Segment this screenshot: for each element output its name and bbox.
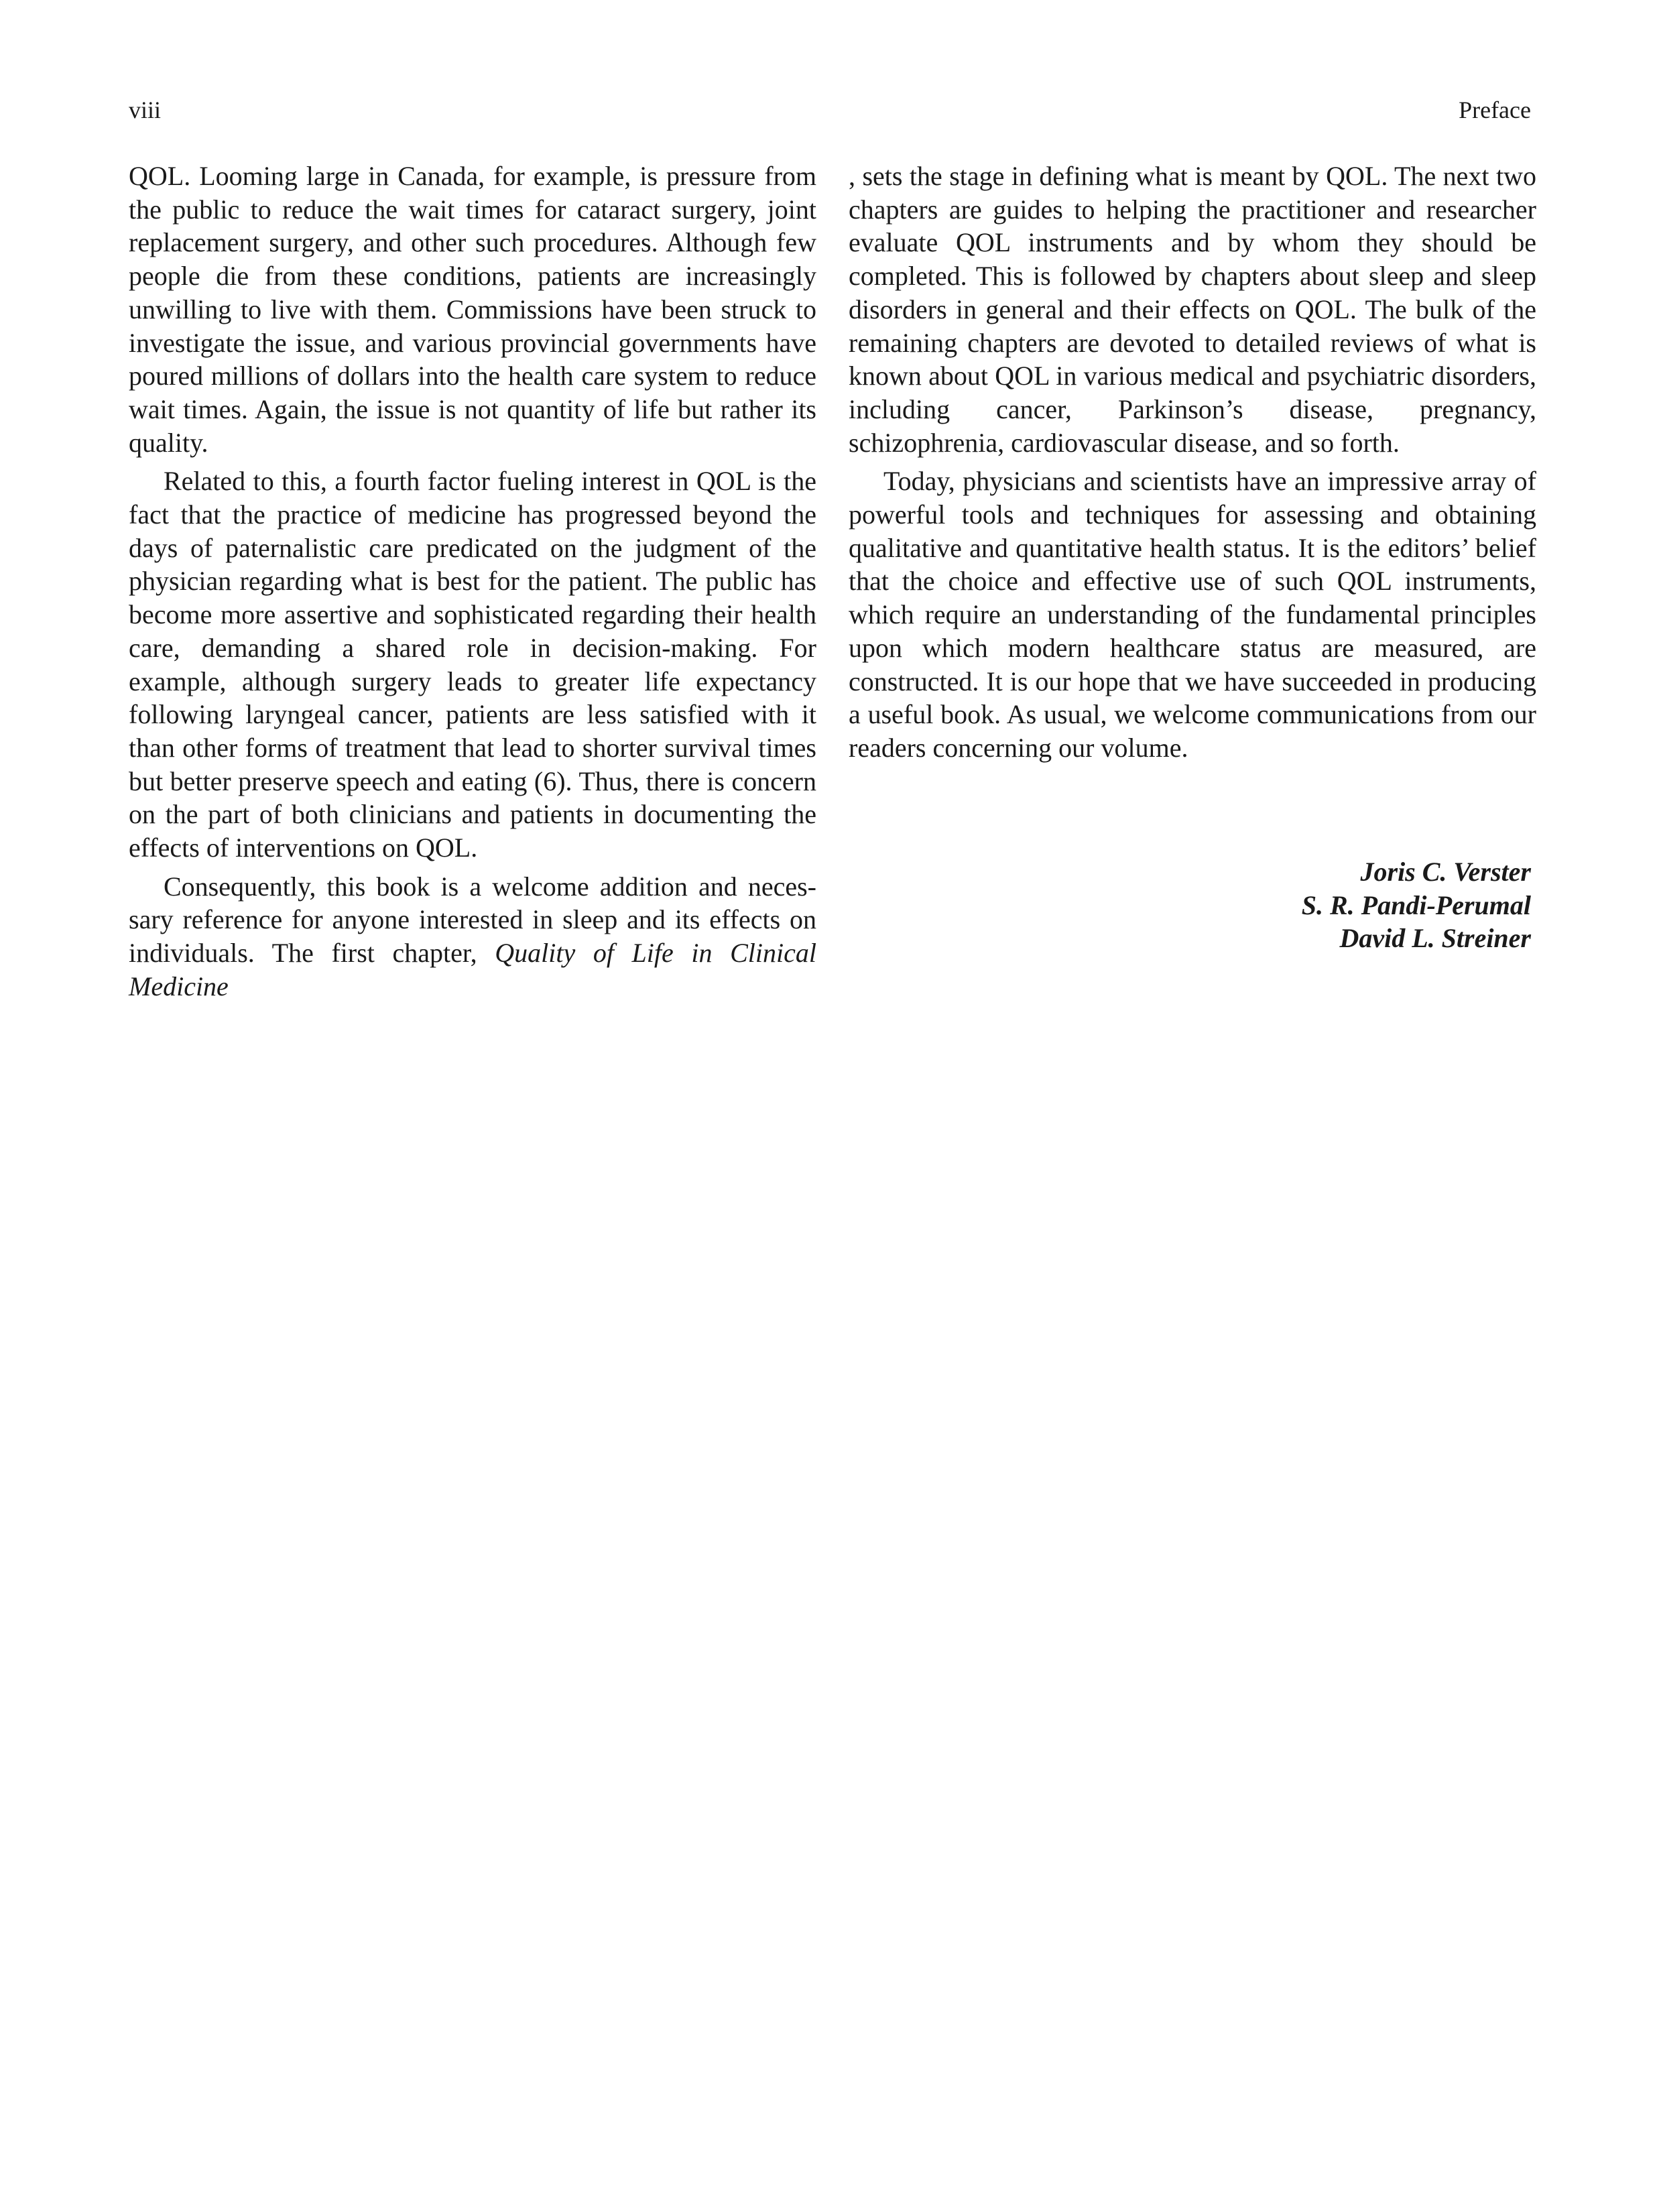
paragraph-fourth-factor: Related to this, a fourth factor fueling interest in QOL is the fact that the practice of medicine has progressed beyond the days of paternalistic care predicated on the judgment of the physician regarding what is best for the patient. The public has become more assertive and sophisticated regarding their health care, demanding a shared role in decision-making. For example, although surgery leads to greater life expectancy following laryngeal cancer, patients are less satisfied with it than other forms of treatment that lead to shorter survival times but better preserve speech and eating (6). Thus, there is concern on the part of both clinicians and patients in documenting the effects of interventions on QOL.: [129, 466, 816, 863]
editor-name: Joris C. Verster: [1360, 857, 1531, 887]
paragraph-today: Today, physicians and scientists have an impressive array of powerful tools and techniques for assessing and obtaining qualitative and quantitative health status. It is the editors’ belief that the choice and effective use of such QOL instruments, which require an understanding of the fundamental principles upon which modern healthcare status are measured, are constructed. It is our hope that we have succeeded in producing a useful book. As usual, we welcome communications from our readers concerning our volume.: [849, 466, 1536, 763]
chapter-title-italic: Quality of Life in Clinical Medicine: [129, 938, 816, 1001]
editor-name: S. R. Pandi-Perumal: [1301, 889, 1531, 920]
paragraph-wait-times: QOL. Looming large in Canada, for example, is pressure from the public to reduce the wait times for cataract surgery, joint replacement surgery, and other such procedures. Although few people die from these conditions, patients are increasingly unwilling to live with them. Commissions have been struck to investigate the issue, and various provincial governments have poured millions of dollars into the health care system to reduce wait times. Again, the issue is not quantity of life but rather its quality.: [129, 161, 816, 458]
left-column: [129, 160, 816, 1009]
paragraph-chapter-overview: , sets the stage in defining what is meant by QOL. The next two chapters are guides to helping the practitioner and researcher evaluate QOL instruments and by whom they should be completed. This is followed by chapters about sleep and sleep disorders in general and their effects on QOL. The bulk of the remaining chapters are devoted to detailed reviews of what is known about QOL in various medical and psychiatric disorders, including cancer, Parkinson’s disease, pregnancy, schizophrenia, cardiovascular disease, and so forth.: [849, 161, 1536, 458]
editor-name: David L. Streiner: [1339, 923, 1531, 954]
paragraph-consequently-text: Consequently, this book is a welcome addition and necessary reference for anyone interested in sleep and its effects on individuals. The first chapter,: [129, 871, 816, 969]
right-column: [849, 160, 1536, 770]
paragraph-consequently: [129, 870, 816, 1003]
page-number: viii: [129, 97, 162, 123]
running-head-title: Preface: [1459, 97, 1531, 123]
editor-signatures: [1302, 855, 1531, 955]
